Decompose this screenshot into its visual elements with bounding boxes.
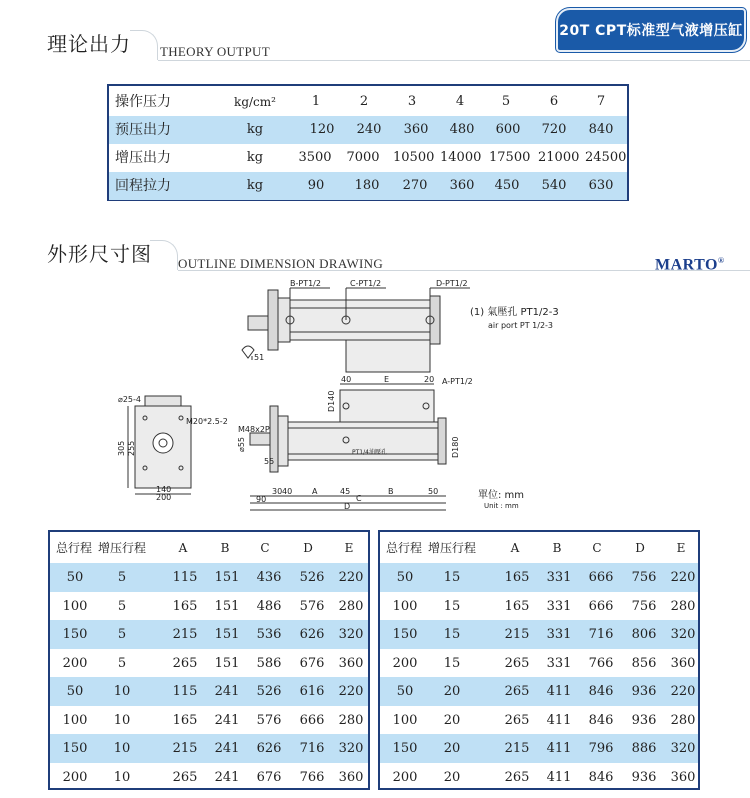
table-cell: 6 — [549, 94, 559, 109]
table-cell: 526 — [256, 684, 282, 699]
table-cell: 360 — [670, 769, 696, 785]
table-cell: 220 — [670, 570, 696, 585]
table-row — [109, 116, 627, 144]
table-cell: 320 — [338, 741, 364, 756]
table-cell: 15 — [443, 627, 461, 642]
table-cell: 241 — [214, 712, 240, 728]
table-cell: 10 — [113, 741, 131, 756]
theory-output-table — [107, 84, 629, 201]
table-cell: 626 — [256, 741, 282, 756]
table-cell: 265 — [504, 684, 530, 699]
header-d: D — [303, 541, 313, 555]
unit-en: Unit : mm — [484, 502, 519, 510]
row-unit: kg — [246, 178, 264, 193]
table-cell: 120 — [309, 122, 335, 137]
section-subtitle-theory: THEORY OUTPUT — [160, 44, 270, 59]
header-total-stroke: 总行程 — [385, 541, 422, 555]
table-cell: 10 — [113, 769, 131, 785]
table-cell: 331 — [546, 655, 572, 671]
table-cell: 10 — [113, 712, 131, 728]
header-boost-stroke: 增压行程 — [97, 541, 146, 555]
table-cell: 526 — [299, 570, 325, 585]
table-row — [50, 763, 368, 792]
table-row — [109, 172, 627, 200]
table-cell: 411 — [546, 684, 572, 699]
dim-20: 20 — [424, 375, 435, 384]
c-port-label: C-PT1/2 — [350, 279, 382, 288]
table-row — [380, 763, 698, 792]
dim-a: A — [312, 487, 318, 496]
table-cell: 856 — [631, 655, 657, 671]
table-cell: 15 — [443, 655, 461, 671]
table-cell: 265 — [172, 769, 198, 785]
table-cell: 215 — [172, 741, 198, 756]
dim-phi25-4: ⌀25-4 — [118, 395, 141, 404]
header-b: B — [220, 541, 230, 555]
row-unit: kg — [246, 122, 264, 137]
dim-200: 200 — [156, 493, 172, 502]
dim-51: 51 — [254, 353, 265, 362]
table-row — [380, 677, 698, 706]
table-cell: 676 — [299, 655, 325, 671]
table-cell: 280 — [670, 712, 696, 728]
table-cell: 165 — [172, 598, 198, 614]
table-row — [50, 734, 368, 763]
table-cell: 5 — [117, 570, 127, 585]
table-cell: 616 — [299, 684, 325, 699]
table-row — [380, 734, 698, 763]
table-cell: 576 — [299, 598, 325, 614]
table-cell: 200 — [392, 655, 418, 671]
header-a: A — [510, 541, 520, 555]
table-row — [380, 649, 698, 678]
dimension-table-left — [48, 530, 370, 790]
table-cell: 90 — [307, 178, 325, 193]
table-cell: 151 — [214, 655, 240, 671]
table-cell: 486 — [256, 598, 282, 614]
outline-dimension-drawing — [0, 278, 750, 518]
table-cell: 220 — [338, 570, 364, 585]
table-cell: 200 — [62, 655, 88, 671]
table-cell: 630 — [588, 178, 614, 193]
table-cell: 165 — [504, 598, 530, 614]
table-row — [380, 592, 698, 621]
table-cell: 10500 — [393, 150, 435, 165]
table-cell: 360 — [449, 178, 475, 193]
row-label: 回程拉力 — [115, 178, 171, 194]
table-cell: 151 — [214, 598, 240, 614]
table-cell: 360 — [670, 655, 696, 671]
table-row — [109, 88, 627, 116]
table-cell: 100 — [392, 598, 418, 614]
table-cell: 180 — [354, 178, 380, 193]
row-unit: kg — [246, 150, 264, 165]
header-e: E — [676, 541, 686, 555]
banner-text: 20T CPT标准型气液增压缸 — [559, 23, 743, 39]
dim-40b: 40 — [282, 487, 293, 496]
header-b: B — [552, 541, 562, 555]
header-c: C — [260, 541, 270, 555]
dim-m48: M48x2P — [238, 425, 270, 434]
row-label: 增压出力 — [115, 150, 171, 166]
table-cell: 200 — [62, 769, 88, 785]
table-cell: 576 — [256, 712, 282, 728]
table-cell: 806 — [631, 627, 657, 642]
dim-55: 55 — [264, 457, 275, 466]
table-cell: 331 — [546, 627, 572, 642]
table-cell: 100 — [62, 598, 88, 614]
table-cell: 886 — [631, 741, 657, 756]
table-cell: 15 — [443, 598, 461, 614]
table-cell: 936 — [631, 712, 657, 728]
dim-d55: ⌀55 — [237, 437, 246, 452]
table-cell: 936 — [631, 769, 657, 785]
table-cell: 716 — [588, 627, 614, 642]
table-cell: 280 — [338, 712, 364, 728]
table-row — [380, 563, 698, 592]
table-cell: 100 — [392, 712, 418, 728]
table-cell: 2 — [359, 94, 369, 109]
air-port-en: air port PT 1/2-3 — [488, 321, 554, 330]
table-cell: 480 — [449, 122, 475, 137]
a-port-label: A-PT1/2 — [442, 377, 473, 386]
table-cell: 20 — [443, 741, 461, 756]
table-cell: 215 — [504, 627, 530, 642]
dimension-table-right — [378, 530, 700, 790]
table-cell: 666 — [588, 598, 614, 614]
header-a: A — [178, 541, 188, 555]
section-title-theory: 理论出力 — [47, 32, 131, 56]
table-cell: 716 — [299, 741, 325, 756]
table-cell: 320 — [670, 627, 696, 642]
section-divider-curve — [150, 240, 178, 270]
table-cell: 50 — [66, 570, 84, 585]
table-cell: 150 — [392, 741, 418, 756]
brand-logo — [655, 256, 724, 274]
table-cell: 265 — [504, 655, 530, 671]
section-divider — [158, 60, 750, 61]
dim-b: B — [388, 487, 394, 496]
row-unit: kg/cm² — [234, 95, 276, 109]
table-cell: 240 — [356, 122, 382, 137]
table-cell: 10 — [113, 684, 131, 699]
dim-e: E — [384, 375, 390, 384]
brand-mark: ® — [717, 256, 725, 265]
dim-m20: M20*2.5-2 — [186, 417, 228, 426]
table-row — [109, 144, 627, 172]
dim-d180: D180 — [451, 436, 460, 458]
header-c: C — [592, 541, 602, 555]
table-cell: 20 — [443, 769, 461, 785]
table-cell: 360 — [403, 122, 429, 137]
header-d: D — [635, 541, 645, 555]
dim-d: D — [344, 502, 351, 511]
table-cell: 115 — [172, 684, 198, 699]
table-cell: 200 — [392, 769, 418, 785]
table-cell: 586 — [256, 655, 282, 671]
dim-90: 90 — [256, 495, 267, 504]
table-row — [50, 649, 368, 678]
table-cell: 331 — [546, 598, 572, 614]
table-cell: 936 — [631, 684, 657, 699]
section-divider-curve — [130, 30, 158, 60]
table-cell: 150 — [392, 627, 418, 642]
table-cell: 115 — [172, 570, 198, 585]
row-label: 操作压力 — [115, 94, 171, 110]
table-cell: 536 — [256, 627, 282, 642]
table-cell: 265 — [172, 655, 198, 671]
dim-d140: D140 — [327, 390, 336, 412]
table-cell: 165 — [504, 570, 530, 585]
table-cell: 21000 — [538, 150, 580, 165]
dim-30: 30 — [272, 487, 283, 496]
table-cell: 450 — [494, 178, 520, 193]
table-cell: 3500 — [298, 150, 332, 165]
table-cell: 20 — [443, 712, 461, 728]
table-cell: 24500 — [585, 150, 627, 165]
dim-255: 255 — [127, 440, 136, 456]
table-cell: 840 — [588, 122, 614, 137]
table-cell: 241 — [214, 684, 240, 699]
dim-305: 305 — [117, 440, 126, 456]
table-header-row — [380, 534, 698, 563]
table-cell: 150 — [62, 741, 88, 756]
header-e: E — [344, 541, 354, 555]
unit-cn: 單位: mm — [478, 490, 525, 501]
table-cell: 220 — [338, 684, 364, 699]
table-cell: 766 — [588, 655, 614, 671]
table-cell: 411 — [546, 741, 572, 756]
table-cell: 846 — [588, 769, 614, 785]
table-cell: 215 — [504, 741, 530, 756]
table-row — [50, 592, 368, 621]
dim-45: 45 — [340, 487, 351, 496]
table-cell: 5 — [117, 655, 127, 671]
section-title-outline: 外形尺寸图 — [47, 242, 152, 266]
table-cell: 150 — [62, 627, 88, 642]
table-cell: 626 — [299, 627, 325, 642]
table-cell: 846 — [588, 712, 614, 728]
table-cell: 796 — [588, 741, 614, 756]
dim-40: 40 — [341, 375, 352, 384]
table-cell: 151 — [214, 627, 240, 642]
table-cell: 846 — [588, 684, 614, 699]
section-subtitle-outline: OUTLINE DIMENSION DRAWING — [178, 256, 384, 271]
table-cell: 14000 — [440, 150, 482, 165]
table-row — [380, 620, 698, 649]
table-cell: 215 — [172, 627, 198, 642]
table-cell: 50 — [396, 570, 414, 585]
dim-140: 140 — [156, 485, 172, 494]
pt-note: PT1/4油壓孔 — [352, 449, 387, 456]
b-port-label: B-PT1/2 — [290, 279, 321, 288]
table-cell: 7000 — [346, 150, 380, 165]
table-cell: 600 — [495, 122, 521, 137]
table-cell: 50 — [66, 684, 84, 699]
table-cell: 720 — [541, 122, 567, 137]
table-cell: 411 — [546, 712, 572, 728]
table-cell: 17500 — [489, 150, 531, 165]
table-row — [50, 706, 368, 735]
row-label: 预压出力 — [115, 122, 171, 138]
d-port-label: D-PT1/2 — [436, 279, 468, 288]
product-banner — [556, 8, 746, 52]
table-cell: 5 — [117, 627, 127, 642]
table-cell: 241 — [214, 741, 240, 756]
air-port-cn: (1) 氣壓孔 PT1/2-3 — [470, 307, 559, 318]
table-row — [50, 677, 368, 706]
table-cell: 100 — [62, 712, 88, 728]
table-cell: 270 — [402, 178, 428, 193]
table-row — [380, 706, 698, 735]
header-total-stroke: 总行程 — [55, 541, 92, 555]
table-cell: 320 — [338, 627, 364, 642]
table-cell: 280 — [670, 598, 696, 614]
header-boost-stroke: 增压行程 — [427, 541, 476, 555]
table-cell: 540 — [541, 178, 567, 193]
table-cell: 666 — [588, 570, 614, 585]
table-cell: 756 — [631, 570, 657, 585]
brand-name: MARTO — [655, 256, 718, 274]
table-cell: 20 — [443, 684, 461, 699]
table-cell: 1 — [311, 94, 321, 109]
table-cell: 15 — [443, 570, 461, 585]
table-cell: 5 — [501, 94, 511, 109]
table-cell: 280 — [338, 598, 364, 614]
table-cell: 331 — [546, 570, 572, 585]
table-header-row — [50, 534, 368, 563]
table-cell: 265 — [504, 769, 530, 785]
table-cell: 766 — [299, 769, 325, 785]
table-cell: 320 — [670, 741, 696, 756]
table-cell: 220 — [670, 684, 696, 699]
table-cell: 676 — [256, 769, 282, 785]
dim-50: 50 — [428, 487, 439, 496]
table-cell: 165 — [172, 712, 198, 728]
table-cell: 7 — [596, 94, 606, 109]
table-cell: 666 — [299, 712, 325, 728]
table-cell: 5 — [117, 598, 127, 614]
table-row — [50, 620, 368, 649]
table-cell: 756 — [631, 598, 657, 614]
table-cell: 50 — [396, 684, 414, 699]
table-cell: 436 — [256, 570, 282, 585]
table-cell: 360 — [338, 769, 364, 785]
table-cell: 3 — [407, 94, 417, 109]
table-row — [50, 563, 368, 592]
table-cell: 241 — [214, 769, 240, 785]
table-cell: 411 — [546, 769, 572, 785]
table-cell: 4 — [455, 94, 465, 109]
dim-c: C — [356, 494, 362, 503]
table-cell: 151 — [214, 570, 240, 585]
table-cell: 360 — [338, 655, 364, 671]
table-cell: 265 — [504, 712, 530, 728]
